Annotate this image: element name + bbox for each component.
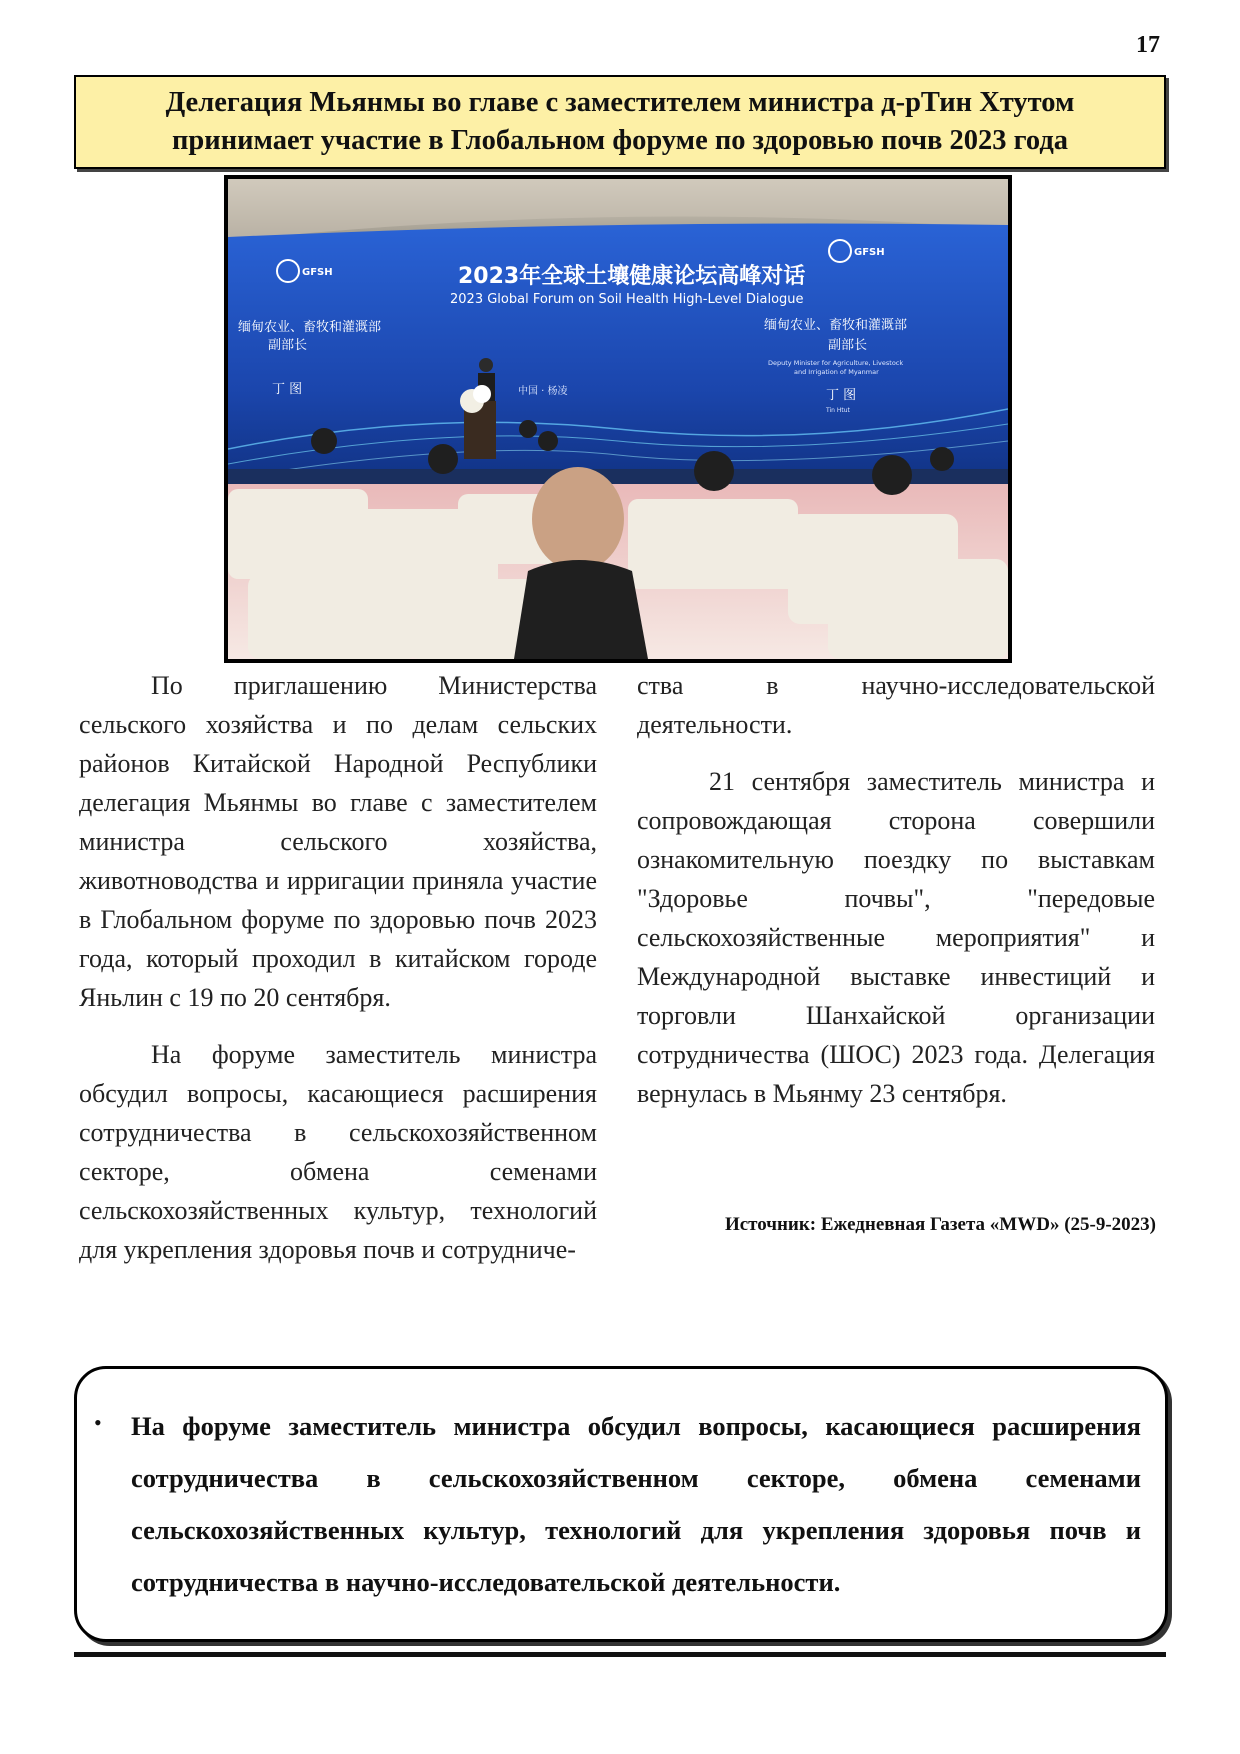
right-role-cn-1: 缅甸农业、畜牧和灌溉部 [764, 318, 908, 333]
article-column-right [637, 666, 1155, 1113]
source-attribution: Источник: Ежедневная Газета «MWD» (25-9-2023) [724, 1214, 1156, 1235]
right-role-en-2: and Irrigation of Myanmar [794, 368, 879, 376]
center-location-cn: 中国 · 杨凌 [518, 386, 568, 397]
right-role-cn-2: 副部长 [828, 338, 868, 353]
paragraph-3: 21 сентября заместитель министра и сопровождающая сторона совершили ознакомительную поездку по выставкам "Здоровье почвы", "передовые сельскохозяйственные мероприятия" и Международной выставке инвестиций и торговли Шанхайской организации сотрудничества (ШОС) 2023 года. Делегация вернулась в Мьянму 23 сентября. [637, 767, 1155, 1108]
left-name-cn: 丁 图 [272, 382, 303, 397]
paragraph-2-continued: ства в научно-исследовательской деятельности. [637, 671, 1155, 739]
foreground-head [532, 467, 624, 571]
paragraph-1: По приглашению Министерства сельского хозяйства и по делам сельских районов Китайской Народной Республики делегация Мьянмы во главе с заместителем министра сельского хозяйства, животноводства и ирригации приняла участие в Глобальном форуме по здоровью почв 2023 года, который проходил в китайском городе Яньлин с 19 по 20 сентября. [79, 671, 597, 1012]
right-role-en-1: Deputy Minister for Agriculture, Livestock [768, 359, 904, 367]
forum-photo-illustration [228, 179, 1008, 659]
svg-text:GFSH: GFSH [854, 247, 885, 258]
forum-photo [224, 175, 1012, 663]
summary-text: На форуме заместитель министра обсудил вопросы, касающиеся расширения сотрудничества в сельскохозяйственном секторе, обмена семенами сельскохозяйственных культур, технологий для укрепления здоровья почв и сотрудничества в научно-исследовательской деятельности. [131, 1411, 1141, 1597]
bottom-divider [74, 1652, 1166, 1657]
screen-title-en: 2023 Global Forum on Soil Health High-Level Dialogue [450, 292, 804, 307]
headline-box [74, 75, 1166, 169]
paragraph-2: На форуме заместитель министра обсудил вопросы, касающиеся расширения сотрудничества в сельскохозяйственном секторе, обмена семенами сельскохозяйственных культур, технологий для укрепления здоровья почв и сотрудниче- [79, 1040, 597, 1264]
right-name-cn: 丁 图 [826, 388, 857, 403]
left-role-cn-2: 副部长 [268, 338, 308, 353]
bullet-icon: • [94, 1410, 102, 1435]
headline-line-2: принимает участие в Глобальном форуме по здоровью почв 2023 года [172, 125, 1068, 156]
headline-line-1: Делегация Мьянмы во главе с заместителем министра д-рТин Хтутом [165, 87, 1075, 118]
article-column-left [79, 666, 597, 1269]
left-role-cn-1: 缅甸农业、畜牧和灌溉部 [238, 320, 382, 335]
screen-title-cn: 2023年全球土壤健康论坛高峰对话 [458, 264, 806, 289]
page-number: 17 [1136, 32, 1160, 58]
svg-text:GFSH: GFSH [302, 267, 333, 278]
right-name-en: Tin Htut [826, 407, 850, 414]
